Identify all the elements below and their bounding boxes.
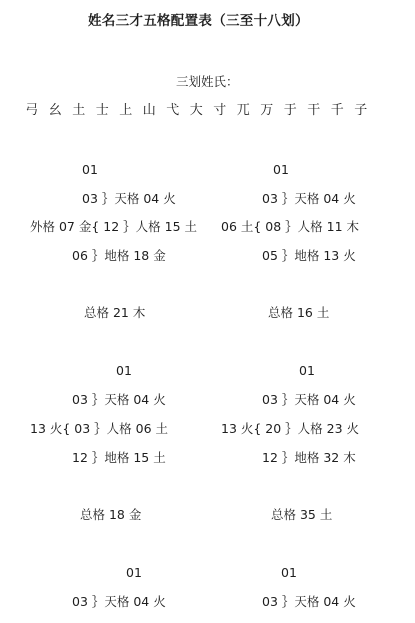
block1-left-di: 06 ｝地格 18 金 xyxy=(72,248,166,263)
surname-char: 万 xyxy=(260,103,274,118)
block1-right-top: 01 xyxy=(273,162,289,177)
block2-left-di: 12 ｝地格 15 土 xyxy=(72,450,166,465)
block1-left-tian: 03 ｝天格 04 火 xyxy=(82,191,176,206)
block1-left-ren: 外格 07 金{ 12 ｝人格 15 土 xyxy=(30,219,198,234)
block3-left-top: 01 xyxy=(126,565,142,580)
surname-char: 千 xyxy=(330,103,344,118)
block2-left-ren: 13 火{ 03 ｝人格 06 土 xyxy=(30,421,169,436)
surname-char: 大 xyxy=(189,103,203,118)
surname-char: 弓 xyxy=(25,103,39,118)
block2-right-top: 01 xyxy=(299,363,315,378)
surname-char: 弋 xyxy=(166,103,180,118)
block1-left-zong: 总格 21 木 xyxy=(84,305,146,320)
surname-char: 寸 xyxy=(213,103,227,118)
block1-right-tian: 03 ｝天格 04 火 xyxy=(262,191,356,206)
block2-left-top: 01 xyxy=(116,363,132,378)
surname-char: 子 xyxy=(354,103,368,118)
block2-left-tian: 03 ｝天格 04 火 xyxy=(72,392,166,407)
block1-left-top: 01 xyxy=(82,162,98,177)
surname-char: 士 xyxy=(95,103,109,118)
surname-char: 土 xyxy=(72,103,86,118)
block2-right-zong: 总格 35 土 xyxy=(271,507,333,522)
surname-char: 上 xyxy=(119,103,133,118)
surname-char: 兀 xyxy=(236,103,250,118)
section-subtitle: 三划姓氏： xyxy=(176,74,239,89)
surname-char: 于 xyxy=(283,103,297,118)
block2-right-tian: 03 ｝天格 04 火 xyxy=(262,392,356,407)
block3-right-top: 01 xyxy=(281,565,297,580)
block1-right-zong: 总格 16 土 xyxy=(268,305,330,320)
surname-list xyxy=(20,103,373,119)
block1-right-di: 05 ｝地格 13 火 xyxy=(262,248,356,263)
block2-right-ren: 13 火{ 20 ｝人格 23 火 xyxy=(221,421,360,436)
block2-left-zong: 总格 18 金 xyxy=(80,507,142,522)
surname-char: 幺 xyxy=(48,103,62,118)
block2-right-di: 12 ｝地格 32 木 xyxy=(262,450,356,465)
block1-right-ren: 06 土{ 08 ｝人格 11 木 xyxy=(221,219,360,234)
surname-char: 山 xyxy=(142,103,156,118)
surname-char: 干 xyxy=(307,103,321,118)
block3-right-tian: 03 ｝天格 04 火 xyxy=(262,594,356,609)
page-title: 姓名三才五格配置表（三至十八划） xyxy=(88,13,309,29)
block3-left-tian: 03 ｝天格 04 火 xyxy=(72,594,166,609)
